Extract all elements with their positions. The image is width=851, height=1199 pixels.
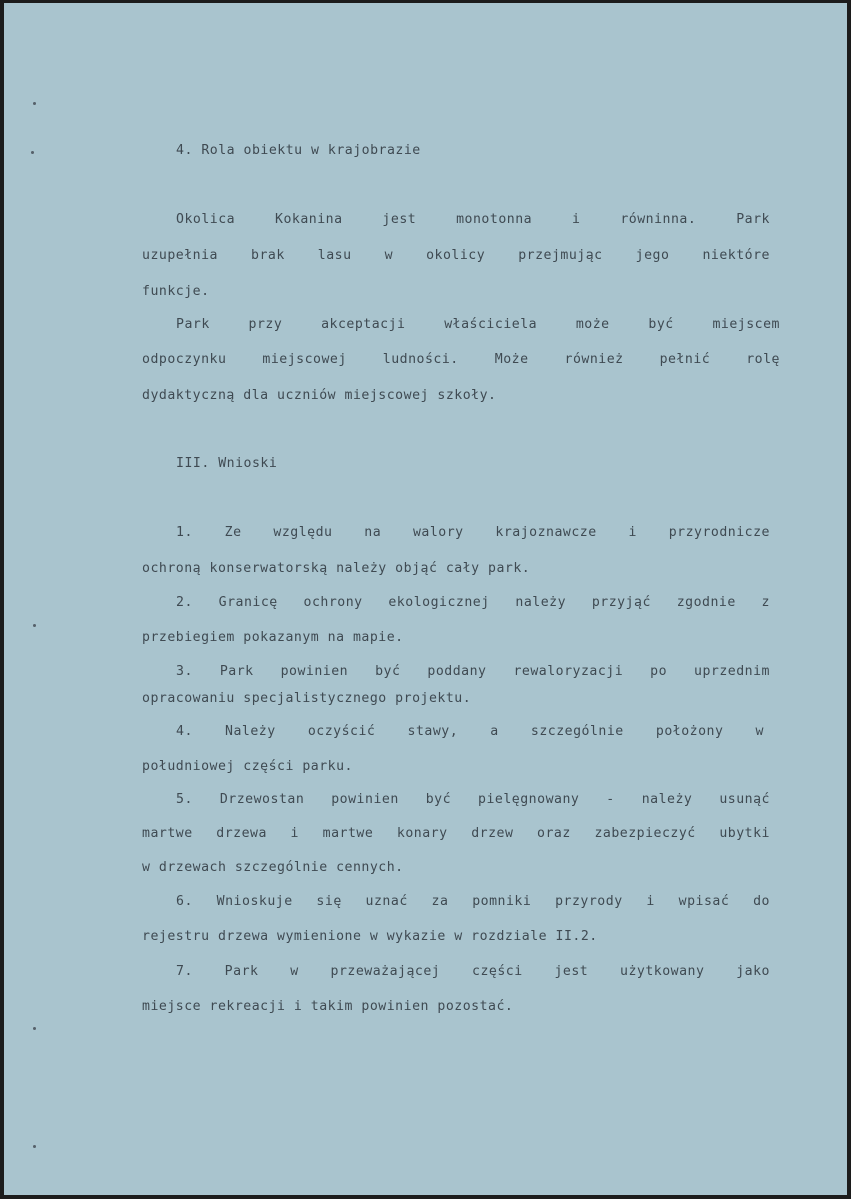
list-item-line: 7. Park w przeważającej części jest użytkowany jako [176,964,770,979]
scan-speck [31,151,34,154]
paragraph-line: Okolica Kokanina jest monotonna i równinna. Park [176,212,770,227]
paragraph-line: funkcje. [142,284,210,299]
list-item-line: 1. Ze względu na walory krajoznawcze i przyrodnicze [176,525,770,540]
paragraph-line: odpoczynku miejscowej ludności. Może również pełnić rolę [142,352,780,367]
section-heading-4: 4. Rola obiektu w krajobrazie [176,143,421,158]
scan-speck [33,624,36,627]
list-item-line: opracowaniu specjalistycznego projektu. [142,691,472,706]
list-item-line: 2. Granicę ochrony ekologicznej należy przyjąć zgodnie z [176,595,770,610]
list-item-line: 4. Należy oczyścić stawy, a szczególnie położony w [176,724,764,739]
list-item-line: ochroną konserwatorską należy objąć cały park. [142,561,531,576]
scan-speck [33,1145,36,1148]
document-page [4,3,847,1195]
section-heading-3: III. Wnioski [176,456,278,471]
list-item-line: 5. Drzewostan powinien być pielęgnowany - należy usunąć [176,792,770,807]
list-item-line: 3. Park powinien być poddany rewaloryzacji po uprzednim [176,664,770,679]
scan-speck [33,102,36,105]
list-item-line: w drzewach szczególnie cennych. [142,860,404,875]
list-item-line: rejestru drzewa wymienione w wykazie w rozdziale II.2. [142,929,598,944]
paragraph-line: Park przy akceptacji właściciela może być miejscem [176,317,780,332]
list-item-line: miejsce rekreacji i takim powinien pozostać. [142,999,514,1014]
list-item-line: martwe drzewa i martwe konary drzew oraz zabezpieczyć ubytki [142,826,770,841]
list-item-line: przebiegiem pokazanym na mapie. [142,630,404,645]
paragraph-line: dydaktyczną dla uczniów miejscowej szkoły. [142,388,497,403]
list-item-line: południowej części parku. [142,759,353,774]
list-item-line: 6. Wnioskuje się uznać za pomniki przyrody i wpisać do [176,894,770,909]
paragraph-line: uzupełnia brak lasu w okolicy przejmując jego niektóre [142,248,770,263]
scan-speck [33,1027,36,1030]
